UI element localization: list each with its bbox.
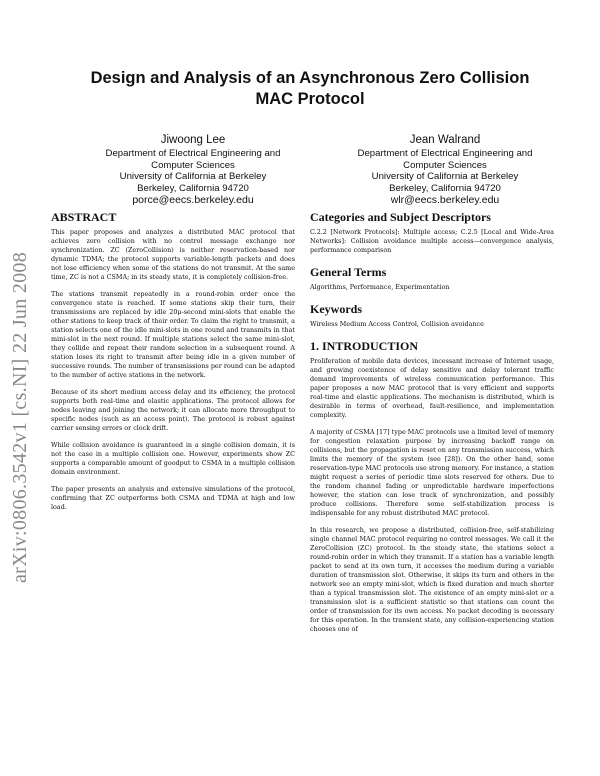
author-dept-line-1: Department of Electrical Engineering and (105, 148, 281, 159)
right-column (310, 210, 554, 634)
title-line-1: Design and Analysis of an Asynchronous Zero Collision (90, 69, 530, 87)
introduction-paragraph-3: In this research, we propose a distributed, collision-free, self-stabilizing single channel MAC protocol requiring no control messages. We call it the ZeroCollision (ZC) protocol. In the steady state, the stations select a round-robin order in which they transmit. If a station has a variable length packet to send at its own turn, it accesses the medium during a variable duration of transmission slot. Otherwise, it skips its turn and others in the network see an empty mini-slot, which is fixed duration and much shorter than a typical transmission slot. The existence of an empty mini-slot or a transmission slot is a sufficient statistic so that stations can count the order of transmission for its own access. No packet decoding is necessary for this operation. In the transient state, any collision-experiencing station chooses one of (310, 526, 554, 633)
paper-title (40, 68, 580, 110)
author-email: porce@eecs.berkeley.edu (132, 194, 254, 206)
categories-heading: Categories and Subject Descriptors (310, 210, 491, 224)
keywords-heading: Keywords (310, 302, 362, 316)
author-block-2 (320, 133, 570, 207)
abstract-paragraph-2: The stations transmit repeatedly in a round-robin order once the convergence state is reached. If some stations skip their turn, their transmissions are replaced by idle 20μ-second mini-slots that enable the other stations to keep track of their order. To claim the right to transmit, a station selects one of the idle mini-slots in one round and transmits in that mini-slot in the next round. If multiple stations select the same mini-slot, they collide and repeat their random selection in a subsequent round. A station loses its right to transmit after being idle in a given number of successive rounds. The number of transmissions per round can be adapted to the number of active stations in the network. (51, 290, 295, 379)
abstract-paragraph-4: While collision avoidance is guaranteed in a single collision domain, it is not the case in a multiple collision one. However, experiments show ZC supports a comparable amount of goodput to CSMA in a multiple collision domain environment. (51, 441, 295, 476)
author-city: Berkeley, California 94720 (137, 182, 249, 194)
abstract-paragraph-5: The paper presents an analysis and extensive simulations of the protocol, confirming that ZC outperforms both CSMA and TDMA at high and low load. (51, 485, 295, 511)
arxiv-id: arXiv:0806.3542v1 [cs.NI] 22 Jun 2008 (9, 251, 32, 584)
general-terms-heading: General Terms (310, 265, 387, 279)
author-city: Berkeley, California 94720 (389, 182, 501, 194)
abstract-paragraph-3: Because of its short medium access delay and its efficiency, the protocol supports both real-time and elastic applications. The protocol allows for nodes leaving and joining the network; it can allocate more throughput to specific nodes (such as an access point). The protocol is robust against carrier sensing errors or clock drift. (51, 388, 295, 432)
keywords-text: Wireless Medium Access Control, Collision avoidance (310, 320, 484, 328)
author-name: Jean Walrand (409, 134, 481, 146)
author-dept-line-2: Computer Sciences (151, 159, 235, 171)
author-dept-line-2: Computer Sciences (403, 159, 487, 171)
author-block-1 (68, 133, 318, 207)
introduction-paragraph-1: Proliferation of mobile data devices, incessant increase of Internet usage, and growing coexistence of delay sensitive and delay tolerant traffic demand improvements of wireless communication performance. This paper proposes a new MAC protocol that is very efficient and supports real-time and elastic applications. The mechanism is distributed, which is desirable in terms of overhead, fault-resilience, and implementation complexity. (310, 357, 554, 419)
author-email: wlr@eecs.berkeley.edu (390, 194, 500, 206)
left-column (51, 210, 295, 512)
abstract-paragraph-1: This paper proposes and analyzes a distributed MAC protocol that achieves zero collision with no control message exchange nor synchronization. ZC (ZeroCollision) is neither reservation-based nor dynamic TDMA; the protocol supports variable-length packets and does not lose efficiency when some of the stations do not transmit. At the same time, ZC is not a CSMA; in its steady state, it is completely collision-free. (51, 228, 295, 281)
author-dept-line-1: Department of Electrical Engineering and (357, 148, 533, 159)
arxiv-stamp (6, 205, 36, 630)
introduction-heading: 1. INTRODUCTION (310, 339, 419, 353)
introduction-paragraph-2: A majority of CSMA [17] type MAC protocols use a limited level of memory for congestion relaxation purpose by increasing backoff range on collisions, but the propagation is reset on any transmission success, which limits the memory of the system (see [28]). On the other hand, some reservation-type MAC protocols use strong memory. For instance, a station might request a series of periodic time slots reserved for others. Due to the random channel fading or unpredictable hardware imperfections however, the station can lose track of synchronization, and possibly produce collisions. Therefore some self-stabilization process is indispensable for any robust distributed MAC protocol. (310, 428, 554, 517)
author-name: Jiwoong Lee (160, 134, 226, 146)
abstract-heading: ABSTRACT (51, 210, 117, 224)
author-university: University of California at Berkeley (371, 171, 519, 182)
author-university: University of California at Berkeley (119, 171, 267, 182)
general-terms-text: Algorithms, Performance, Experimentation (310, 283, 450, 291)
categories-text: C.2.2 [Network Protocols]: Multiple access; C.2.5 [Local and Wide-Area Networks]: Collision avoidance multiple access—convergence analysis, performance comparison (310, 228, 554, 254)
title-line-2: MAC Protocol (255, 90, 365, 108)
